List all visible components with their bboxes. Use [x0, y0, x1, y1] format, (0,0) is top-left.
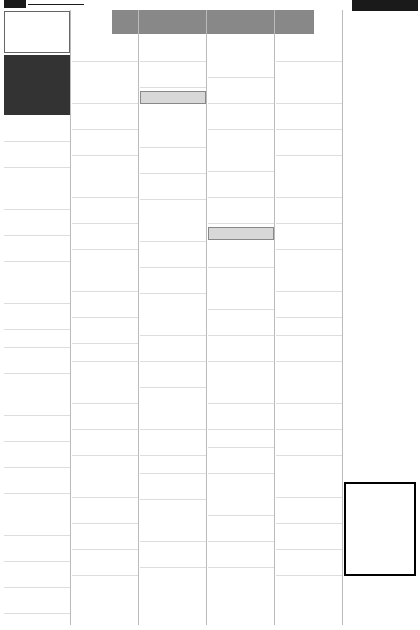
classified-ad [4, 237, 70, 262]
classified-ad [208, 363, 274, 404]
article-body [344, 232, 416, 352]
dateline [108, 0, 278, 8]
classified-column-4 [208, 36, 274, 625]
classified-ad [4, 331, 70, 348]
classified-ad [4, 11, 70, 53]
classified-ad [140, 269, 206, 294]
column-rule [342, 10, 343, 625]
column-rule [70, 10, 71, 625]
classified-ad [140, 431, 206, 456]
column-rule [138, 10, 139, 625]
classified-ad [140, 149, 206, 174]
classified-ad [4, 417, 70, 442]
classified-ad [140, 63, 206, 88]
classified-ad [276, 405, 342, 430]
section-label [28, 4, 84, 5]
classified-ad [276, 225, 342, 250]
classified-ad [4, 143, 70, 168]
page-number [4, 0, 26, 8]
classified-ad [140, 175, 206, 200]
classified-ad [140, 201, 206, 242]
classified-ad [72, 63, 138, 104]
classified-ad [208, 311, 274, 336]
classified-ad [140, 363, 206, 388]
classified-ad [276, 105, 342, 130]
classified-ad [72, 105, 138, 130]
classified-ad [208, 543, 274, 568]
classified-ad [140, 501, 206, 542]
classified-ad [140, 243, 206, 268]
classified-ad [4, 263, 70, 304]
classified-ad [276, 157, 342, 198]
section-heading [208, 227, 274, 240]
classified-ad [4, 563, 70, 588]
classified-ad [208, 79, 274, 104]
column-rule [206, 10, 207, 625]
classified-ad [140, 337, 206, 362]
article-headline [344, 202, 416, 232]
classified-ad [72, 363, 138, 404]
classified-ad [4, 169, 70, 210]
classified-ad [4, 375, 70, 416]
classified-ad [276, 293, 342, 318]
classified-ad [208, 199, 274, 224]
classified-ad [276, 37, 342, 62]
classified-ad [72, 131, 138, 156]
classified-column-1 [4, 10, 70, 625]
classified-ad [276, 499, 342, 524]
legal-notice [344, 482, 416, 576]
classified-ad [72, 157, 138, 198]
article-headline [344, 12, 416, 42]
classified-ad [208, 517, 274, 542]
classified-ad [4, 211, 70, 236]
classified-ad [208, 337, 274, 362]
classified-ad [72, 37, 138, 62]
classified-ad [72, 293, 138, 318]
newspaper-logo [352, 0, 418, 11]
classified-ad [4, 537, 70, 562]
classified-ad [4, 305, 70, 330]
classified-ad [4, 443, 70, 468]
classified-ad [140, 37, 206, 62]
classified-ad [276, 457, 342, 498]
classified-column-2 [72, 36, 138, 625]
classified-ad [4, 117, 70, 142]
classified-ad [208, 269, 274, 310]
classified-ad [276, 431, 342, 456]
page-header [0, 0, 420, 8]
classified-ad [72, 251, 138, 292]
classified-ad [208, 37, 274, 78]
ad-image [4, 55, 70, 115]
classified-ad [140, 389, 206, 430]
classified-ad [208, 475, 274, 516]
classified-ad [276, 199, 342, 224]
classified-ad [276, 63, 342, 104]
classified-ad [140, 107, 206, 148]
classified-ad [4, 349, 70, 374]
column-rule [274, 10, 275, 625]
article-body [344, 42, 416, 202]
classified-ad [4, 495, 70, 536]
classified-ad [276, 551, 342, 576]
classified-column-5 [276, 36, 342, 625]
classified-ad [140, 475, 206, 500]
classified-ad [72, 319, 138, 344]
section-banner [112, 10, 314, 34]
classified-ad [276, 337, 342, 362]
obituary-body [344, 382, 416, 482]
classified-ad [276, 525, 342, 550]
classified-ad [72, 199, 138, 224]
classified-ad [72, 457, 138, 498]
classified-ad [72, 551, 138, 576]
classified-ad [208, 105, 274, 130]
classified-ad [4, 469, 70, 494]
obituary-headline [344, 352, 416, 382]
classified-ad [72, 431, 138, 456]
classified-ad [140, 295, 206, 336]
classified-ad [72, 499, 138, 524]
classified-ad [208, 131, 274, 172]
classified-ad [208, 405, 274, 430]
news-column [344, 12, 416, 625]
classified-ad [208, 173, 274, 198]
classified-ad [276, 131, 342, 156]
classified-ad [208, 243, 274, 268]
classified-ad [276, 363, 342, 404]
classified-ad [72, 405, 138, 430]
section-heading [140, 91, 206, 104]
classified-ad [4, 589, 70, 614]
classified-column-3 [140, 36, 206, 625]
classified-ad [276, 251, 342, 292]
classified-ad [208, 449, 274, 474]
classified-ad [72, 525, 138, 550]
classified-ad [140, 457, 206, 474]
classified-ad [208, 431, 274, 448]
classified-ad [276, 319, 342, 336]
classified-ad [140, 543, 206, 568]
classified-ad [72, 345, 138, 362]
classified-ad [72, 225, 138, 250]
